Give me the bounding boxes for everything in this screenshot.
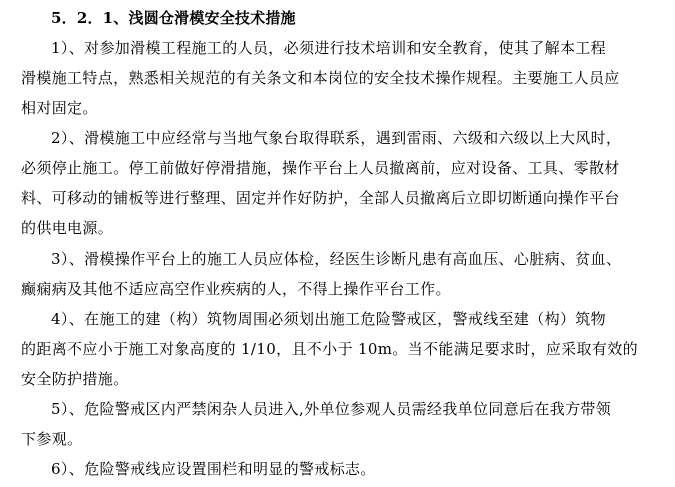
paragraph-4-line-2: 的距离不应小于施工对象高度的 1/10，且不小于 10m。当不能满足要求时，应采取有效的 (21, 340, 638, 358)
paragraph-3-line-1: 3）、滑模操作平台上的施工人员应体检，经医生诊断凡患有高血压、心脏病、贫血、 (51, 250, 622, 268)
paragraph-5-line-1: 5）、危险警戒区内严禁闲杂人员进入,外单位参观人员需经我单位同意后在我方带领 (51, 400, 612, 418)
paragraph-1-line-2: 滑模施工特点，熟悉相关规范的有关条文和本岗位的安全技术操作规程。主要施工人员应 (21, 69, 620, 87)
section-title: 浅圆仓滑模安全技术措施 (128, 9, 296, 27)
paragraph-5-line-2: 下参观。 (21, 430, 83, 448)
paragraph-2-line-3: 料、可移动的铺板等进行整理、固定并作好防护，全部人员撤离后立即切断通向操作平台 (21, 189, 620, 207)
section-heading (51, 6, 296, 30)
paragraph-4-line-3: 安全防护措施。 (21, 370, 129, 388)
paragraph-6-line-1: 6）、危险警戒线应设置围栏和明显的警戒标志。 (51, 460, 376, 478)
paragraph-3-line-2: 癫痫病及其他不适应高空作业疾病的人，不得上操作平台工作。 (21, 280, 451, 298)
paragraph-2-line-4: 的供电电源。 (21, 219, 114, 237)
section-number: 5．2．1、 (51, 9, 129, 27)
paragraph-1-line-1: 1）、对参加滑模工程施工的人员，必须进行技术培训和安全教育，使其了解本工程 (51, 39, 606, 57)
paragraph-2-line-1: 2）、滑模施工中应经常与当地气象台取得联系，遇到雷雨、六级和六级以上大风时， (51, 129, 622, 147)
paragraph-1-line-3: 相对固定。 (21, 99, 98, 117)
paragraph-4-line-1: 4）、在施工的建（构）筑物周围必须划出施工危险警戒区，警戒线至建（构）筑物 (51, 310, 606, 328)
paragraph-2-line-2: 必须停止施工。停工前做好停滑措施，操作平台上人员撤离前，应对设备、工具、零散材 (21, 159, 620, 177)
